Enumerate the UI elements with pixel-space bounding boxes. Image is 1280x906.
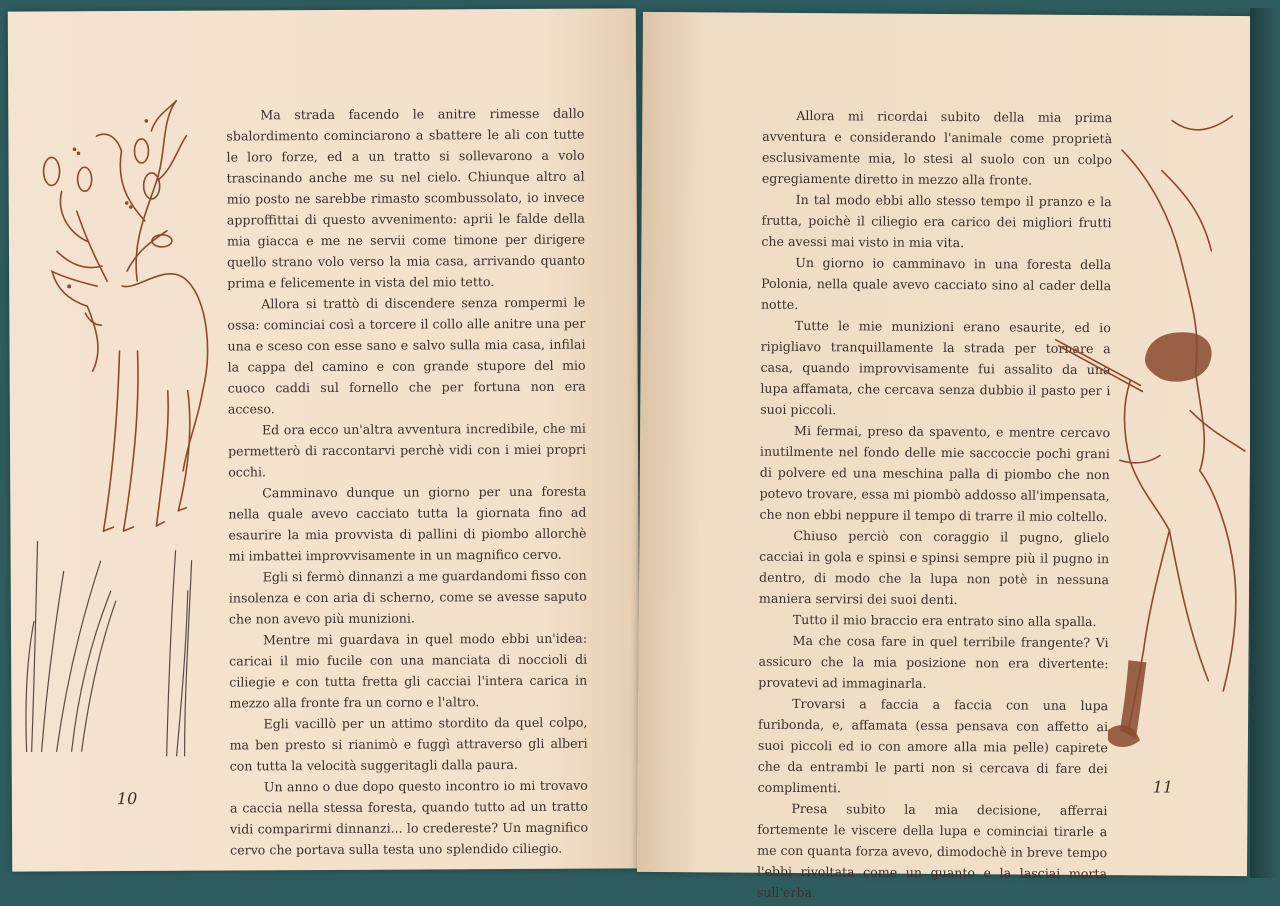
paragraph: Egli vacillò per un attimo stordito da quel colpo, ma ben presto si rianimò e fuggì attraverso gli alberi con tutta la velocità suggeritagli dalla paura. — [229, 714, 588, 774]
paragraph: Un anno o due dopo questo incontro io mi trovavo a caccia nella stessa foresta, quando tutto ad un tratto vidi comparirmi dinnanzi... lo credereste? Un magnifico cervo che portava sulla testa uno splendido ciliegio. — [229, 777, 589, 858]
right-page — [637, 12, 1253, 901]
paragraph: Camminavo dunque un giorno per una foresta nella quale avevo cacciato tutta la giornata fino ad esaurire la mia provvista di pallini di piombo allorchè mi imbattei improvvisamente in un magnifico cervo. — [228, 483, 587, 564]
paragraph: Ma che cosa fare in quel terribile frangente? Vi assicuro che la mia posizione non era divertente: provatevi ad immaginarla. — [758, 632, 1109, 691]
deer-with-cherry-tree-icon — [26, 91, 228, 552]
page-number-left: 10 — [116, 788, 138, 809]
paragraph: Tutto il mio braccio era entrato sino alla spalla. — [792, 611, 1097, 630]
paragraph: Presa subito la mia decisione, afferrai fortemente le viscere della lupa e cominciai tirarle a me con quanta forza avevo, dimodochè in breve tempo l'ebbi rivoltata come un guanto e la lasciai morta sull'erba. — [756, 800, 1108, 901]
paragraph: Mentre mi guardava in quel modo ebbi un'idea: caricai il mio fucile con una manciata di noccioli di ciliegie e con tutta fretta gli cacciai l'intera carica in mezzo alla fronte fra un corno e l'altro. — [229, 630, 588, 711]
paragraph: Chiuso perciò con coraggio il pugno, glielo cacciai in gola e spinsi e spinsi sempre più il pugno in dentro, di modo che la lupa non potè in nessuna maniera servirsi dei suoi denti. — [758, 527, 1110, 608]
left-page-text — [226, 103, 588, 861]
paragraph: Trovarsi a faccia a faccia con una lupa furibonda, e, affamata (essa pensava con affetto ai suoi piccoli ed io con amore alla mia pelle) capirete che da entrambi le parti non si cercava di fare dei complimenti. — [757, 695, 1109, 796]
page-number-right: 11 — [1152, 777, 1174, 797]
paragraph: In tal modo ebbi allo stesso tempo il pranzo e la frutta, poichè il ciliegio era carico dei migliori frutti che avessi mai visto in mia vita. — [761, 191, 1112, 251]
reeds-icon — [15, 531, 216, 762]
paragraph: Mi fermai, preso da spavento, e mentre cercavo inutilmente nel fondo delle mie saccoccie pochi grani di polvere ed una meschina palla di piombo che non potevo trovare, essa mi piombò addosso all'impensata, che non ebbi neppure il tempo di trarre il mio coltello. — [759, 422, 1111, 525]
paragraph: Ma strada facendo le anitre rimesse dallo sbalordimento cominciarono a sbattere le ali con tutte le loro forze, ed a un tratto si sollevarono a volo trascinando anche me su nel cielo. Chiunque altro al mio posto ne sarebbe rimasto scombussolato, io invece approffittai di questo avvenimento: aprii le falde della mia giacca e me ne servii come timone per dirigere quello strano volo verso la mia casa, arrivando quanto prima e felicemente in vista del mio tetto. — [226, 105, 586, 291]
paragraph: Allora mi ricordai subito della mia prima avventura e considerando l'animale come proprietà esclusivamente mia, lo stesi al suolo con un colpo egregiamente diretto in mezzo alla fronte. — [761, 107, 1113, 188]
paragraph: Egli si fermò dinnanzi a me guardandomi fisso con insolenza e con aria di scherno, come se avesse saputo che non avevo più munizioni. — [228, 567, 587, 627]
hunter-with-rifle-icon — [1048, 110, 1253, 761]
paragraph: Ed ora ecco un'altra avventura incredibile, che mi permetterò di raccontarvi perchè vidi con i miei propri occhi. — [228, 420, 587, 480]
paragraph: Allora si trattò di discendere senza rompermi le ossa: cominciai così a torcere il collo alle anitre una per una e sceso con esse sano e salvo sulla mia casa, infilai la cappa del camino e con grande stupore del mio cuoco caddi sul fornello che per fortuna non era acceso. — [227, 294, 586, 417]
paragraph: Tutte le mie munizioni erano esaurite, ed io ripigliavo tranquillamente la strada per tornare a casa, quando improvvisamente fui assalito da una lupa affamata, che cercava senza dubbio il pasto per i suoi piccoli. — [760, 317, 1111, 418]
left-page — [8, 8, 640, 871]
background-edge — [1250, 8, 1280, 878]
paragraph: Un giorno io camminavo in una foresta della Polonia, nella quale avevo cacciato sino al cader della notte. — [760, 254, 1112, 312]
